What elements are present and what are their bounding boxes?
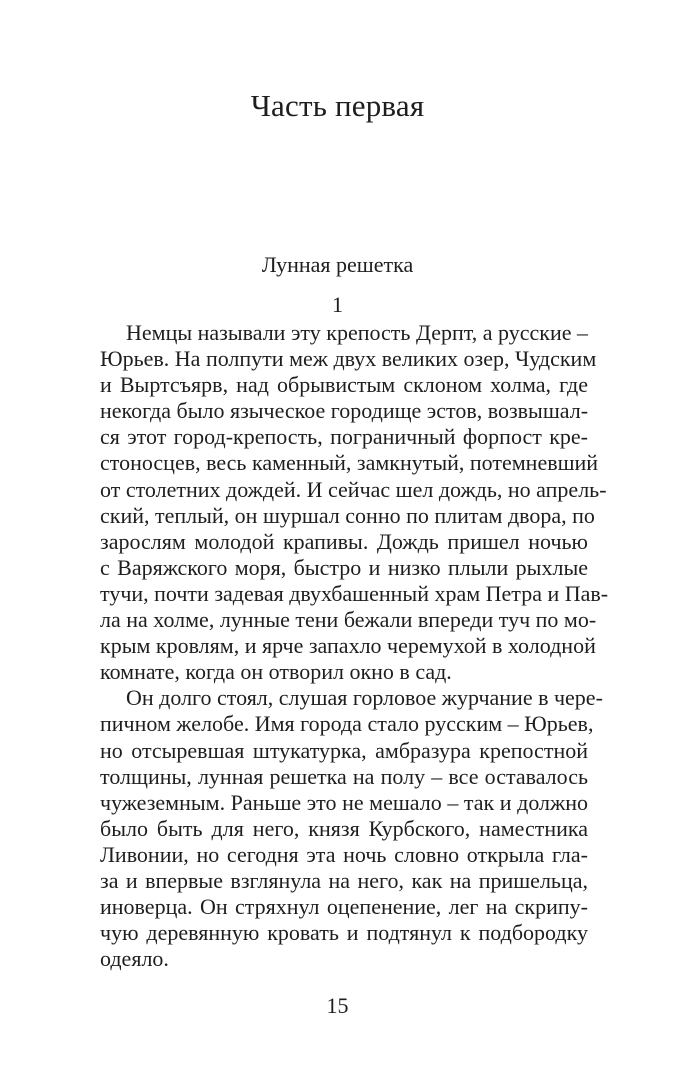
text-line: зарослям молодой крапивы. Дождь пришел ночью xyxy=(100,528,588,554)
text-line: за и впервые взглянула на него, как на пришельца, xyxy=(100,867,588,893)
body-text xyxy=(100,320,609,972)
text-line: Он долго стоял, слушая горловое журчание в чере- xyxy=(126,685,603,711)
text-line: и Выртсъярв, над обрывистым склоном холма, где xyxy=(100,372,588,398)
text-line: Немцы называли эту крепость Дерпт, а русские – xyxy=(126,320,588,345)
text-line: Юрьев. На полпути меж двух великих озер, Чудским xyxy=(100,346,597,372)
text-line: пичном желобе. Имя города стало русским – Юрьев, xyxy=(100,711,594,737)
text-line: чужеземным. Раньше это не мешало – так и должно xyxy=(100,789,588,815)
text-line: толщины, лунная решетка на полу – все оставалось xyxy=(100,763,588,789)
text-line: ский, теплый, он шуршал сонно по плитам двора, по xyxy=(100,502,595,528)
text-line: комнате, когда он отворил окно в сад. xyxy=(100,659,452,685)
text-line: крым кровлям, и ярче запахло черемухой в холодной xyxy=(100,633,596,659)
text-line: некогда было языческое городище эстов, возвышал- xyxy=(100,398,589,424)
text-line: тучи, почти задевая двухбашенный храм Петра и Пав- xyxy=(100,580,609,606)
part-title: Часть первая xyxy=(250,88,425,123)
text-line: Ливонии, но сегодня эта ночь словно открыла гла- xyxy=(100,841,588,867)
chapter-title: Лунная решетка xyxy=(261,252,414,277)
text-line: но отсыревшая штукатурка, амбразура крепостной xyxy=(100,737,588,763)
section-number: 1 xyxy=(332,292,343,317)
text-line: одеяло. xyxy=(100,946,169,972)
text-line: чую деревянную кровать и подтянул к подбородку xyxy=(100,920,588,946)
text-line: иноверца. Он стряхнул оцепенение, лег на скрипу- xyxy=(100,894,588,920)
text-line: было быть для него, князя Курбского, наместника xyxy=(100,815,588,841)
text-line: ся этот город-крепость, пограничный форпост кре- xyxy=(100,424,588,450)
text-line: с Варяжского моря, быстро и низко плыли рыхлые xyxy=(100,554,588,580)
page-number: 15 xyxy=(326,993,349,1018)
text-line: от столетних дождей. И сейчас шел дождь, но апрель- xyxy=(100,476,607,502)
text-line: ла на холме, лунные тени бежали впереди туч по мо- xyxy=(100,607,597,633)
text-line: стоносцев, весь каменный, замкнутый, потемневший xyxy=(100,450,599,476)
